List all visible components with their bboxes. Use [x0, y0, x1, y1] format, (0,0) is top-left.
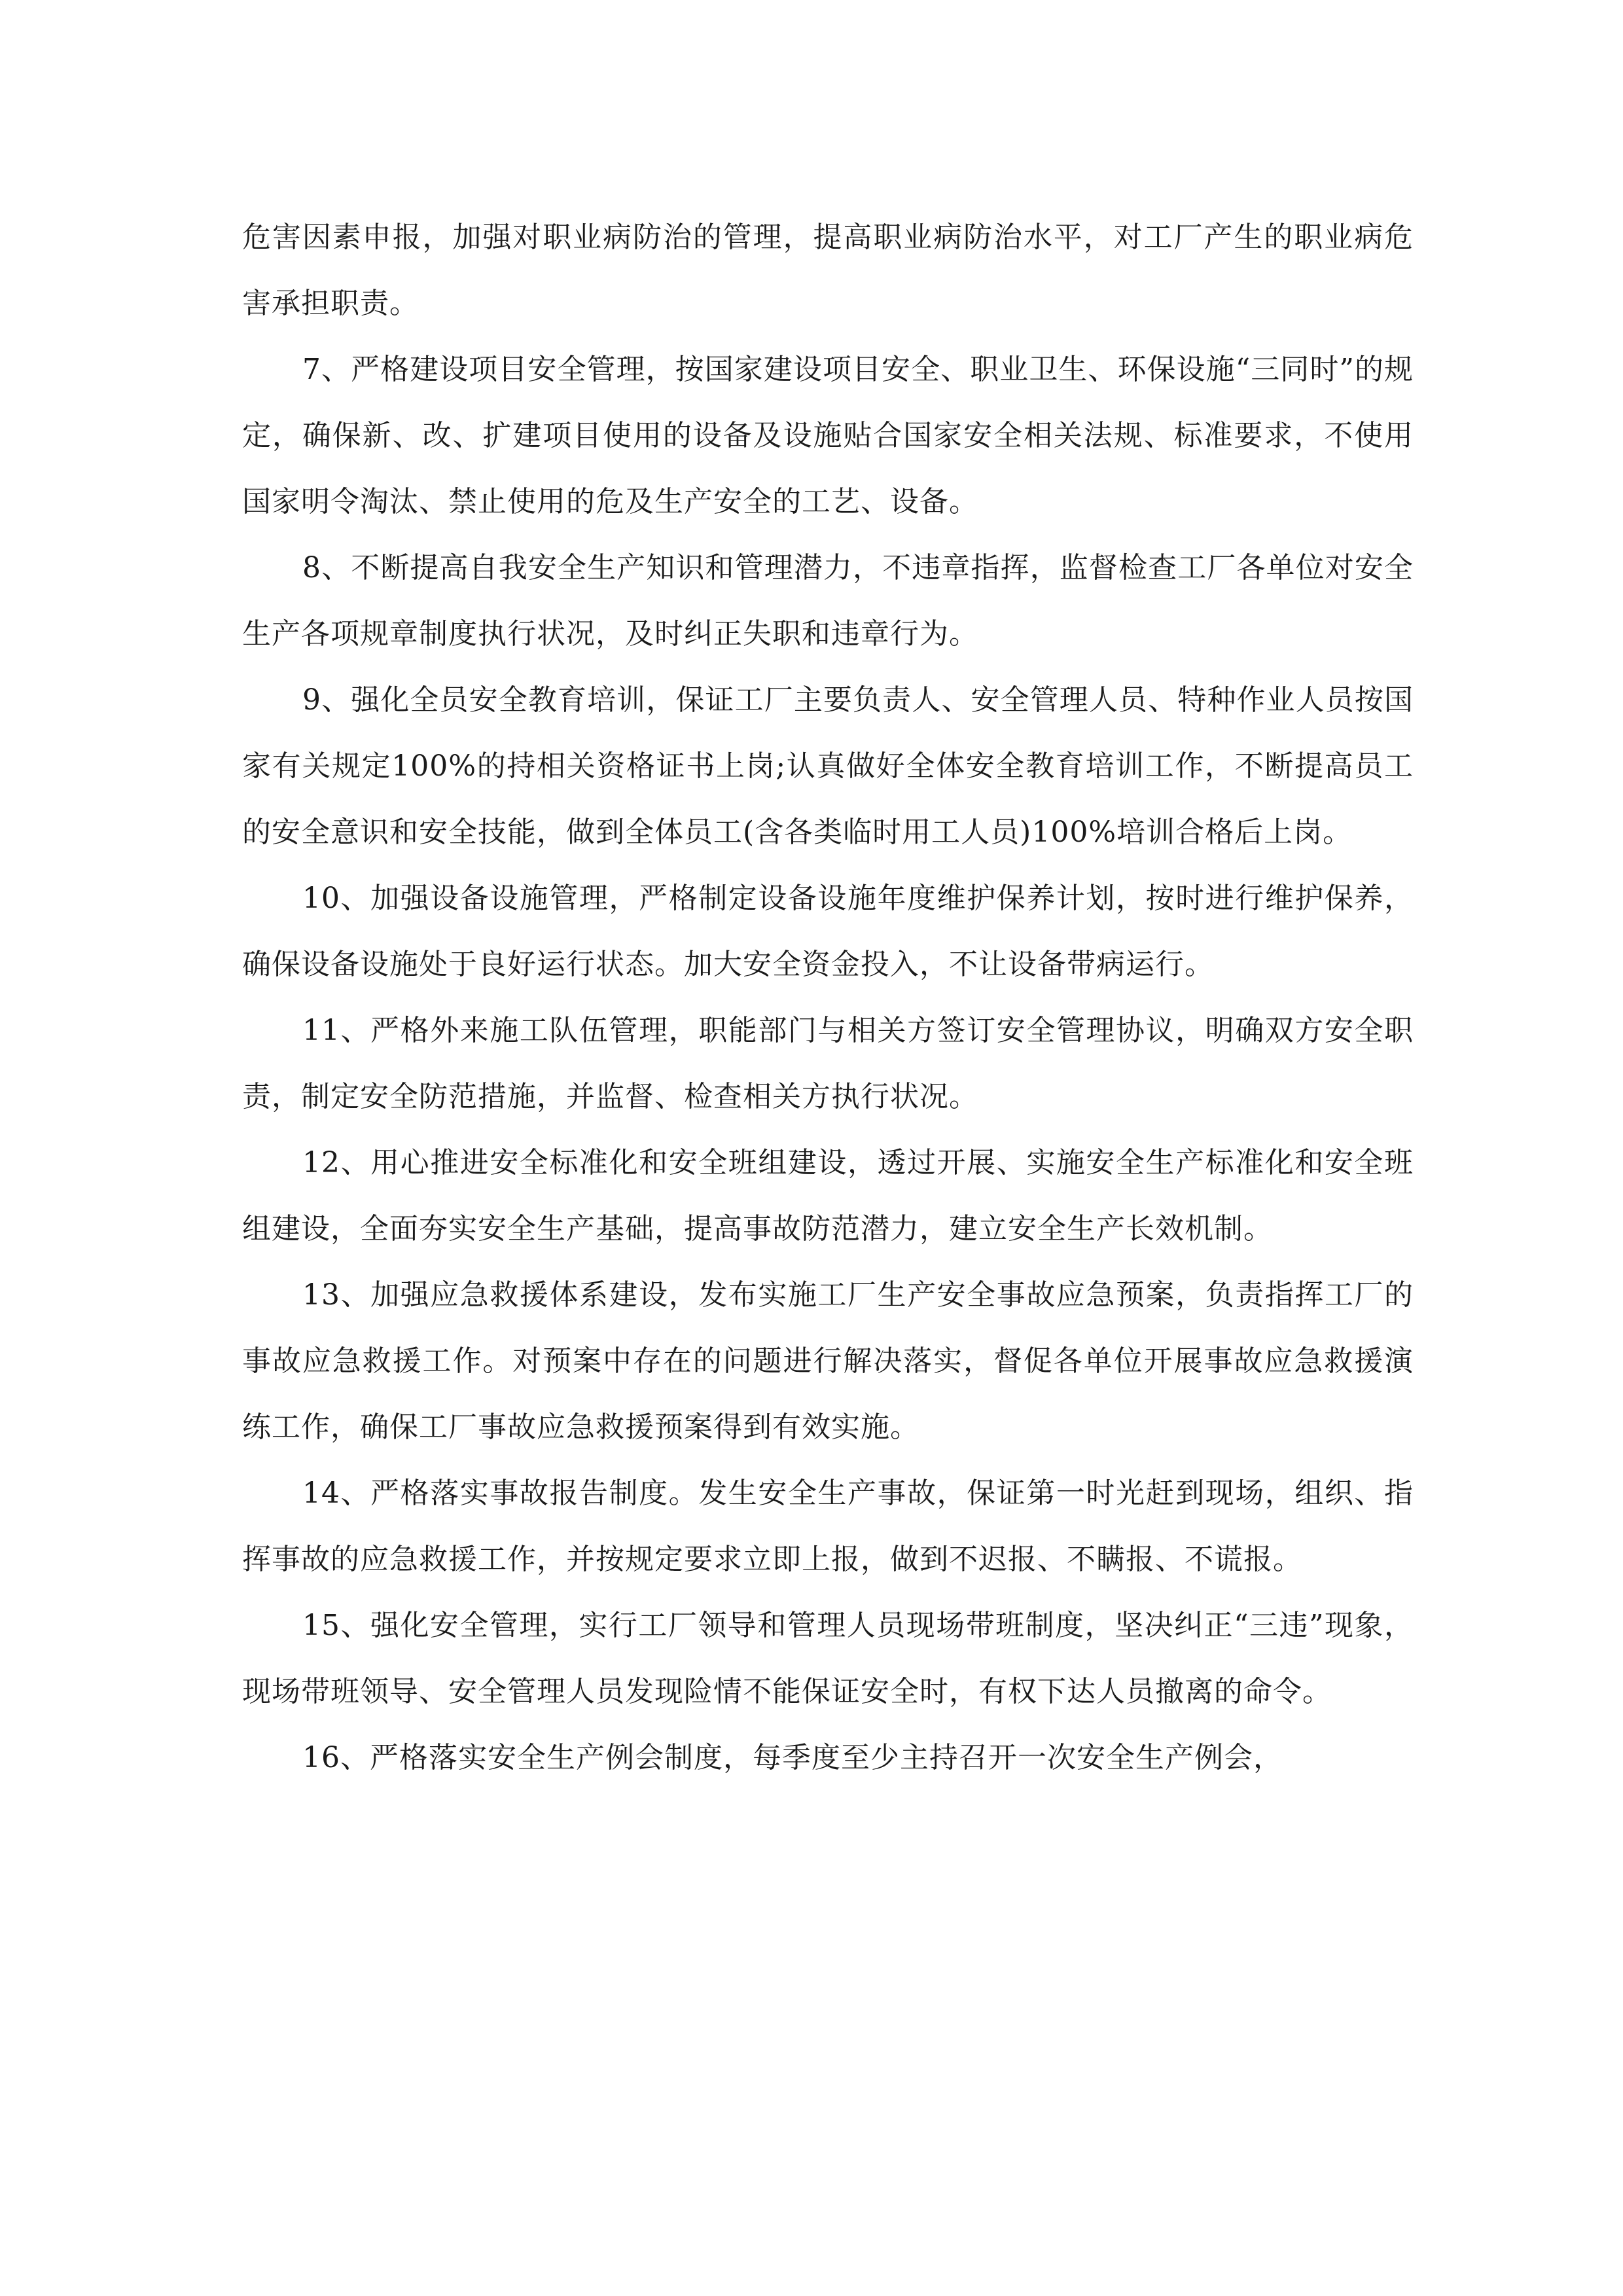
paragraph-item-8: 8、不断提高自我安全生产知识和管理潜力，不违章指挥，监督检查工厂各单位对安全生产各项规章制度执行状况，及时纠正失职和违章行为。	[242, 551, 1414, 651]
paragraph-item-7: 7、严格建设项目安全管理，按国家建设项目安全、职业卫生、环保设施“三同时”的规定，确保新、改、扩建项目使用的设备及设施贴合国家安全相关法规、标准要求，不使用国家明令淘汰、禁止使用的危及生产安全的工艺、设备。	[242, 353, 1414, 518]
paragraph-item-10: 10、加强设备设施管理，严格制定设备设施年度维护保养计划，按时进行维护保养，确保设备设施处于良好运行状态。加大安全资金投入，不让设备带病运行。	[242, 882, 1414, 981]
document-body	[242, 204, 1414, 1791]
paragraph-item-13: 13、加强应急救援体系建设，发布实施工厂生产安全事故应急预案，负责指挥工厂的事故应急救援工作。对预案中存在的问题进行解决落实，督促各单位开展事故应急救援演练工作，确保工厂事故应急救援预案得到有效实施。	[242, 1278, 1414, 1444]
paragraph-continuation: 危害因素申报，加强对职业病防治的管理，提高职业病防治水平，对工厂产生的职业病危害承担职责。	[242, 221, 1414, 320]
paragraph-item-14: 14、严格落实事故报告制度。发生安全生产事故，保证第一时光赶到现场，组织、指挥事故的应急救援工作，并按规定要求立即上报，做到不迟报、不瞒报、不谎报。	[242, 1477, 1414, 1576]
paragraph-item-9: 9、强化全员安全教育培训，保证工厂主要负责人、安全管理人员、特种作业人员按国家有关规定100%的持相关资格证书上岗;认真做好全体安全教育培训工作，不断提高员工的安全意识和安全技能，做到全体员工(含各类临时用工人员)100%培训合格后上岗。	[242, 683, 1414, 849]
paragraph-item-11: 11、严格外来施工队伍管理，职能部门与相关方签订安全管理协议，明确双方安全职责，制定安全防范措施，并监督、检查相关方执行状况。	[242, 1014, 1414, 1113]
paragraph-item-15: 15、强化安全管理，实行工厂领导和管理人员现场带班制度，坚决纠正“三违”现象，现场带班领导、安全管理人员发现险情不能保证安全时，有权下达人员撤离的命令。	[242, 1609, 1414, 1708]
paragraph-item-16: 16、严格落实安全生产例会制度，每季度至少主持召开一次安全生产例会，	[302, 1741, 1283, 1774]
paragraph-item-12: 12、用心推进安全标准化和安全班组建设，透过开展、实施安全生产标准化和安全班组建设，全面夯实安全生产基础，提高事故防范潜力，建立安全生产长效机制。	[242, 1146, 1414, 1246]
